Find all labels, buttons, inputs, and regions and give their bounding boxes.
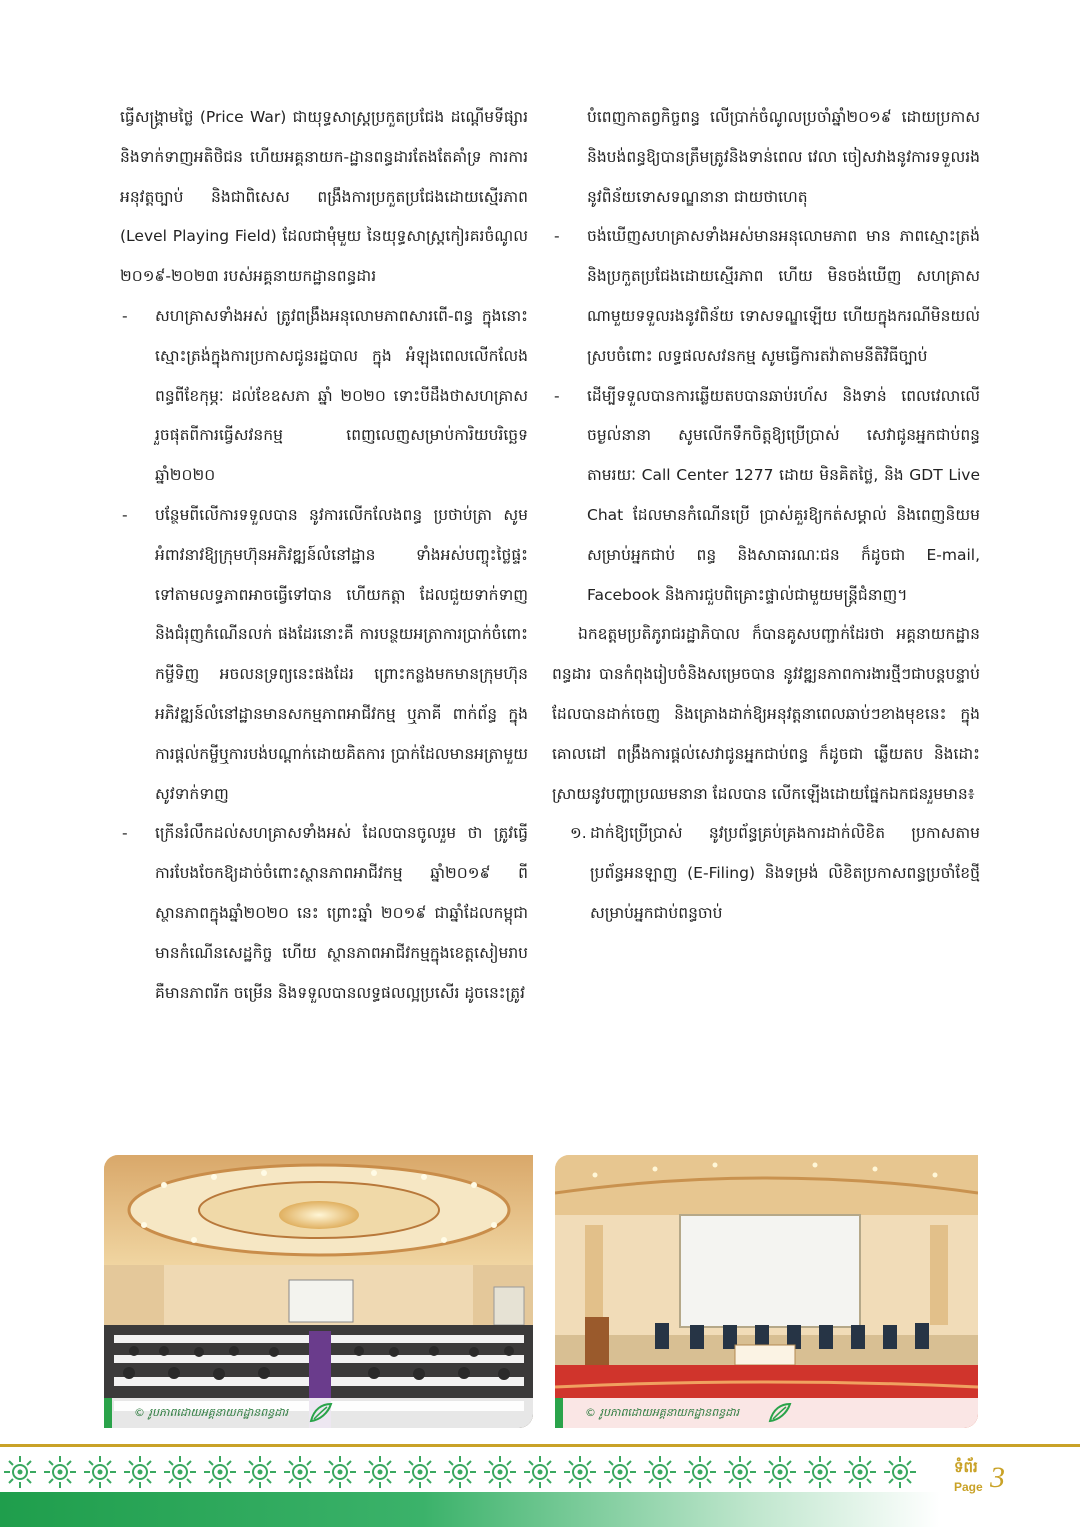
right-column (552, 98, 980, 934)
stage-panel-photo (555, 1155, 978, 1428)
bullet-dash: - (122, 824, 128, 843)
photo-credit-text: © រូបភាពដោយអគ្គនាយកដ្ឋានពន្ធដារ (134, 1406, 289, 1419)
stage-panel-image (555, 1155, 978, 1428)
photo-credit-text: © រូបភាពដោយអគ្គនាយកដ្ឋានពន្ធដារ (585, 1406, 740, 1419)
right-bullet-2 (552, 377, 980, 616)
bullet-dash: - (554, 227, 560, 246)
bullet-text: ចង់ឃើញសហគ្រាសទាំងអស់មានអនុលោមភាព មាន ភាពស្មោះត្រង់ និងប្រកួតប្រជែងដោយស្មើរភាព ហើយ មិនចង់ឃើញ សហគ្រាសណាមួយទទួលរងនូវពិន័យ ទោសទណ្ឌឡើយ ហើយក្នុងករណីមិនយល់ស្របចំពោះ លទ្ធផលសវនកម្ម សូមធ្វើការតវ៉ាតាមនីតិវិធីច្បាប់ (587, 227, 980, 365)
right-paragraph-statement: ឯកឧត្តមប្រតិភូរាជរដ្ឋាភិបាល ក៏បានគូសបញ្ជាក់ដែរថា អគ្គនាយកដ្ឋានពន្ធដារ បានកំពុងរៀបចំនិងសម្រេចបាន នូវវឌ្ឍនភាពការងារថ្មីៗជាបន្តបន្ទាប់ ដែលបានដាក់ចេញ និងគ្រោងដាក់ឱ្យអនុវត្តនាពេលឆាប់ៗខាងមុខនេះ ក្នុង គោលដៅ ពង្រឹងការផ្តល់សេវាជូនអ្នកជាប់ពន្ធ ក៏ដូចជា ឆ្លើយតប និងដោះស្រាយនូវបញ្ហាប្រឈមនានា ដែលបាន លើកឡើងដោយផ្នែកឯកជនរួមមាន៖ (552, 625, 980, 803)
left-column (120, 98, 528, 1013)
conference-hall-photo (104, 1155, 533, 1428)
page-number: 3 (990, 1461, 1005, 1494)
bullet-text: ដើម្បីទទួលបានការឆ្លើយតបបានឆាប់រហ័ស និងទាន់ ពេលវេលាលើ ចម្ងល់នានា សូមលើកទឹកចិត្តឱ្យប្រើប្រាស់ សេវាជូនអ្នកជាប់ពន្ធតាមរយៈ Call Center 1277 ដោយ មិនគិតថ្លៃ, និង GDT Live Chat ដែលមានកំណើនប្រើ ប្រាស់គួរឱ្យកត់សម្គាល់ និងពេញនិយមសម្រាប់អ្នកជាប់ ពន្ធ និងសាធារណៈជន ក៏ដូចជា E-mail, Facebook និងការជួបពិគ្រោះផ្ទាល់ជាមួយមន្ត្រីជំនាញ។ (587, 386, 980, 604)
right-numbered-item-1 (552, 814, 980, 933)
right-paragraph-continued: បំពេញកាតព្វកិច្ចពន្ធ លើប្រាក់ចំណូលប្រចាំឆ្នាំ២០១៩ ដោយប្រកាស និងបង់ពន្ធឱ្យបានត្រឹមត្រូវនិងទាន់ពេល វេលា ចៀសវាងនូវការទទួលរងនូវពិន័យទោសទណ្ឌនានា ជាយថាហេតុ (587, 108, 980, 206)
bullet-text: សហគ្រាសទាំងអស់ ត្រូវពង្រឹងអនុលោមភាពសារពើ-ពន្ធ ក្នុងនោះស្មោះត្រង់ក្នុងការប្រកាសជូនរដ្ឋបាល ក្នុង អំឡុងពេលលើកលែងពន្ធពីខែកុម្ភៈ ដល់ខែឧសភា ឆ្នាំ ២០២០ ទោះបីដឹងថាសហគ្រាសរួចផុតពីការធ្វើសវនកម្ម ពេញលេញសម្រាប់ការិយបរិច្ឆេទឆ្នាំ២០២០ (155, 306, 528, 485)
left-bullet-3 (120, 814, 528, 1013)
item-text: ដាក់ឱ្យប្រើប្រាស់ នូវប្រព័ន្ធគ្រប់គ្រងការដាក់លិខិត ប្រកាសតាមប្រព័ន្ធអនឡាញ (E-Filing) និងទម្រង់ លិខិតប្រកាសពន្ធប្រចាំខែថ្មី សម្រាប់អ្នកជាប់ពន្ធចាប់ (590, 824, 980, 922)
right-bullet-1 (552, 217, 980, 376)
bullet-text: បន្ថែមពីលើការទទួលបាន នូវការលើកលែងពន្ធ ប្រថាប់ត្រា សូមអំពាវនាវឱ្យក្រុមហ៊ុនអភិវឌ្ឍន៍លំនៅដ្ឋាន ទាំងអស់បញ្ចុះថ្លៃផ្ទះ ទៅតាមលទ្ធភាពអាចធ្វើទៅបាន ហើយកត្តា ដែលជួយទាក់ទាញនិងជំរុញកំណើនលក់ ផងដែរនោះគឺ ការបន្ថយអត្រាការប្រាក់ចំពោះកម្ចីទិញ អចលនទ្រព្យនេះផងដែរ ព្រោះកន្លងមកមានក្រុមហ៊ុន អភិវឌ្ឍន៍លំនៅដ្ឋានមានសកម្មភាពអាជីវកម្ម ឬភាគី ពាក់ព័ន្ធ ក្នុងការផ្តល់កម្ចីឬការបង់បណ្តាក់ដោយគិតការ ប្រាក់ដែលមានអត្រាមួយសូវទាក់ទាញ (155, 505, 528, 803)
footer-gold-rule (0, 1444, 1080, 1447)
footer-green-band (0, 1492, 940, 1527)
page-label-english: Page (954, 1480, 983, 1494)
photo-credit (555, 1398, 978, 1428)
conference-hall-image (104, 1155, 533, 1428)
leaf-ornament-icon (767, 1401, 793, 1425)
footer-ornament-border-icon (0, 1452, 940, 1492)
page-label-khmer: ទំព័រ (954, 1458, 978, 1476)
bullet-dash: - (122, 306, 128, 325)
left-paragraph-intro: ធ្វើសង្គ្រាមថ្លៃ (Price War) ជាយុទ្ធសាស្ត្រប្រកួតប្រជែង ដណ្តើមទីផ្សារនិងទាក់ទាញអតិថិជន ហើយអគ្គនាយក-ដ្ឋានពន្ធដារតែងតែគាំទ្រ ការការអនុវត្តច្បាប់ និងជាពិសេស ពង្រឹងការប្រកួតប្រជែងដោយស្មើរភាព (Level Playing Field) ដែលជាមុំមួយ នៃយុទ្ធសាស្ត្រកៀរគរចំណូល ២០១៩-២០២៣ របស់អគ្គនាយកដ្ឋានពន្ធដារ (120, 108, 528, 286)
leaf-ornament-icon (308, 1401, 334, 1425)
bullet-dash: - (122, 505, 128, 524)
item-number: ១. (570, 824, 587, 843)
left-bullet-2 (120, 496, 528, 814)
photo-credit (104, 1398, 533, 1428)
bullet-dash: - (554, 386, 560, 405)
left-bullet-1 (120, 297, 528, 496)
bullet-text: ក្រើនរំលឹកដល់សហគ្រាសទាំងអស់ ដែលបានចូលរួម ថា ត្រូវធ្វើការបែងចែកឱ្យដាច់ចំពោះស្ថានភាពអាជីវកម្ម ឆ្នាំ២០១៩ ពីស្ថានភាពក្នុងឆ្នាំ២០២០ នេះ ព្រោះឆ្នាំ ២០១៩ ជាឆ្នាំដែលកម្ពុជាមានកំណើនសេដ្ឋកិច្ច ហើយ ស្ថានភាពអាជីវកម្មក្នុងខេត្តសៀមរាប គឺមានភាពរីក ចម្រើន និងទទួលបានលទ្ធផលល្អប្រសើរ ដូចនេះត្រូវ (155, 824, 528, 1002)
